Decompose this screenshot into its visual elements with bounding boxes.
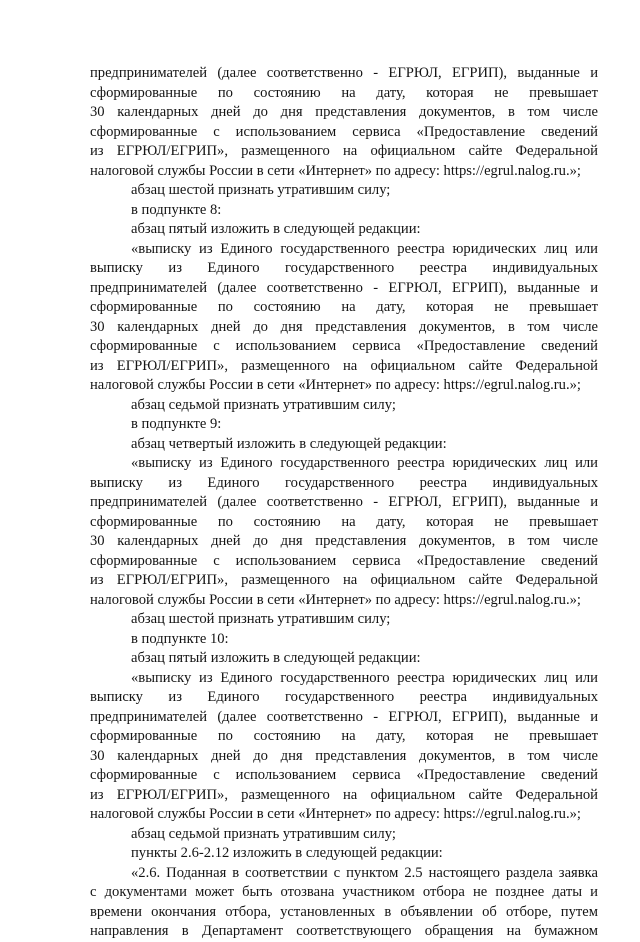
text-line: времени окончания отбора, установленных в объявлении об отборе, путем <box>90 903 598 920</box>
text-line: из ЕГРЮЛ/ЕГРИП», размещенного на официальном сайте Федеральной <box>90 143 598 159</box>
text-line: сформированные с использованием сервиса «Предоставление сведений <box>90 338 598 354</box>
text-line: выписку из Единого государственного реестра индивидуальных <box>90 260 598 276</box>
text-line: 30 календарных дней до дня представления документов, в том числе <box>90 104 598 120</box>
text-line: пункты 2.6-2.12 изложить в следующей редакции: <box>131 845 443 861</box>
text-line: абзац шестой признать утратившим силу; <box>131 182 391 198</box>
text-line: с документами может быть отозвана участником отбора не позднее даты и <box>90 884 598 900</box>
text-line: абзац седьмой признать утратившим силу; <box>131 396 396 413</box>
text-line: «выписку из Единого государственного реестра юридических лиц или <box>131 669 598 686</box>
text-line: сформированные с использованием сервиса «Предоставление сведений <box>90 123 598 140</box>
text-line: в подпункте 9: <box>131 416 222 432</box>
text-line: абзац седьмой признать утратившим силу; <box>131 825 396 842</box>
text-line: из ЕГРЮЛ/ЕГРИП», размещенного на официальном сайте Федеральной <box>90 357 598 374</box>
text-line: сформированные по состоянию на дату, которая не превышает <box>90 728 598 744</box>
text-line: налоговой службы России в сети «Интернет» по адресу: https://egrul.nalog.ru.»; <box>90 377 581 393</box>
text-line: 30 календарных дней до дня представления документов, в том числе <box>90 318 598 335</box>
text-line: 30 календарных дней до дня представления документов, в том числе <box>90 533 598 549</box>
text-line: абзац пятый изложить в следующей редакции: <box>131 221 421 237</box>
text-line: выписку из Единого государственного реестра индивидуальных <box>90 689 598 705</box>
text-line: абзац четвертый изложить в следующей редакции: <box>131 435 447 452</box>
document-body <box>90 64 598 942</box>
text-line: предпринимателей (далее соответственно - ЕГРЮЛ, ЕГРИП), выданные и <box>90 708 598 725</box>
text-line: предпринимателей (далее соответственно - ЕГРЮЛ, ЕГРИП), выданные и <box>90 494 598 510</box>
text-line: «выписку из Единого государственного реестра юридических лиц или <box>131 455 598 471</box>
text-line: сформированные по состоянию на дату, которая не превышает <box>90 299 598 315</box>
text-line: из ЕГРЮЛ/ЕГРИП», размещенного на официальном сайте Федеральной <box>90 786 598 803</box>
text-line: налоговой службы России в сети «Интернет» по адресу: https://egrul.nalog.ru.»; <box>90 806 581 822</box>
text-line: в подпункте 8: <box>131 201 222 218</box>
text-line: «выписку из Единого государственного реестра юридических лиц или <box>131 240 598 257</box>
text-line: из ЕГРЮЛ/ЕГРИП», размещенного на официальном сайте Федеральной <box>90 572 598 588</box>
text-line: абзац шестой признать утратившим силу; <box>131 611 391 627</box>
text-line: сформированные по состоянию на дату, которая не превышает <box>90 84 598 101</box>
text-line: 30 календарных дней до дня представления документов, в том числе <box>90 747 598 764</box>
text-line: сформированные с использованием сервиса «Предоставление сведений <box>90 767 598 783</box>
text-line: «2.6. Поданная в соответствии с пунктом 2.5 настоящего раздела заявка <box>131 864 598 881</box>
text-line: сформированные с использованием сервиса «Предоставление сведений <box>90 552 598 569</box>
text-line: выписку из Единого государственного реестра индивидуальных <box>90 474 598 491</box>
text-line: предпринимателей (далее соответственно - ЕГРЮЛ, ЕГРИП), выданные и <box>90 279 598 296</box>
text-line: предпринимателей (далее соответственно - ЕГРЮЛ, ЕГРИП), выданные и <box>90 65 598 81</box>
text-line: в подпункте 10: <box>131 630 229 647</box>
text-line: налоговой службы России в сети «Интернет» по адресу: https://egrul.nalog.ru.»; <box>90 591 581 608</box>
text-line: налоговой службы России в сети «Интернет» по адресу: https://egrul.nalog.ru.»; <box>90 162 581 179</box>
text-line: сформированные по состоянию на дату, которая не превышает <box>90 513 598 530</box>
text-line: абзац пятый изложить в следующей редакции: <box>131 650 421 666</box>
text-line: направления в Департамент соответствующего обращения на бумажном <box>90 923 598 939</box>
